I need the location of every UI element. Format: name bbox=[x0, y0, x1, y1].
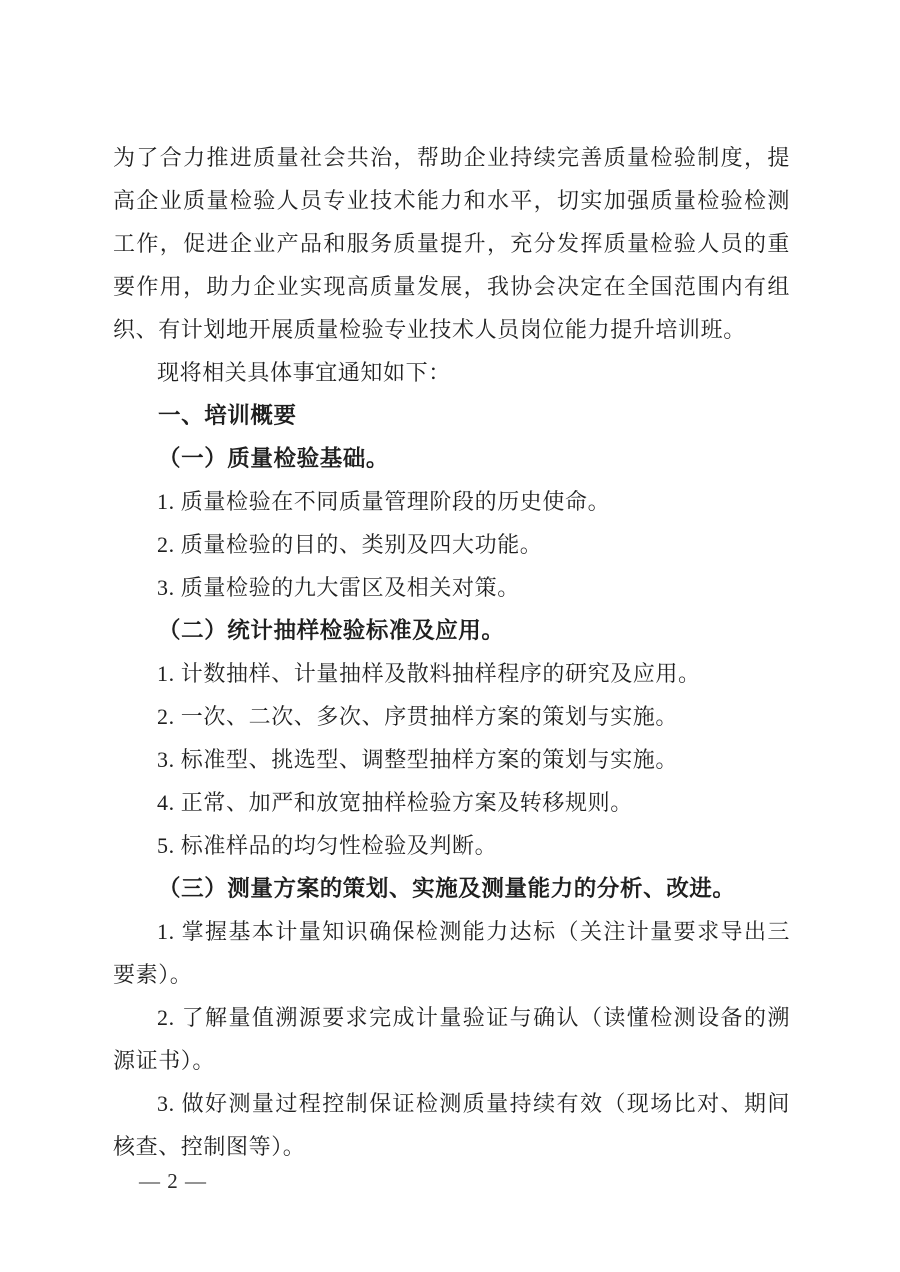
list-item: 3. 质量检验的九大雷区及相关对策。 bbox=[157, 575, 520, 600]
list-item: 1. 计数抽样、计量抽样及散料抽样程序的研究及应用。 bbox=[157, 661, 701, 686]
list-item: 3. 做好测量过程控制保证检测质量持续有效（现场比对、期间核查、控制图等）。 bbox=[113, 1091, 790, 1159]
list-item: 2. 了解量值溯源要求完成计量验证与确认（读懂检测设备的溯源证书）。 bbox=[113, 1005, 790, 1073]
page-number: — 2 — bbox=[139, 1169, 207, 1193]
subsection-heading: （三）测量方案的策划、实施及测量能力的分析、改进。 bbox=[158, 876, 736, 901]
body-paragraph: 为了合力推进质量社会共治，帮助企业持续完善质量检验制度，提高企业质量检验人员专业技术能力和水平，切实加强质量检验检测工作，促进企业产品和服务质量提升，充分发挥质量检验人员的重要作用，助力企业实现高质量发展，我协会决定在全国范围内有组织、有计划地开展质量检验专业技术人员岗位能力提升培训班。 bbox=[113, 145, 790, 342]
list-item: 1. 质量检验在不同质量管理阶段的历史使命。 bbox=[157, 489, 611, 514]
document-body bbox=[113, 136, 790, 1168]
section-heading: 一、培训概要 bbox=[158, 403, 297, 428]
list-item: 1. 掌握基本计量知识确保检测能力达标（关注计量要求导出三要素）。 bbox=[113, 919, 790, 987]
list-item: 2. 一次、二次、多次、序贯抽样方案的策划与实施。 bbox=[157, 704, 679, 729]
subsection-heading: （二）统计抽样检验标准及应用。 bbox=[158, 618, 505, 643]
list-item: 5. 标准样品的均匀性检验及判断。 bbox=[157, 833, 498, 858]
list-item: 3. 标准型、挑选型、调整型抽样方案的策划与实施。 bbox=[157, 747, 679, 772]
body-paragraph: 现将相关具体事宜通知如下： bbox=[157, 360, 451, 385]
subsection-heading: （一）质量检验基础。 bbox=[158, 446, 390, 471]
list-item: 4. 正常、加严和放宽抽样检验方案及转移规则。 bbox=[157, 790, 633, 815]
list-item: 2. 质量检验的目的、类别及四大功能。 bbox=[157, 532, 543, 557]
